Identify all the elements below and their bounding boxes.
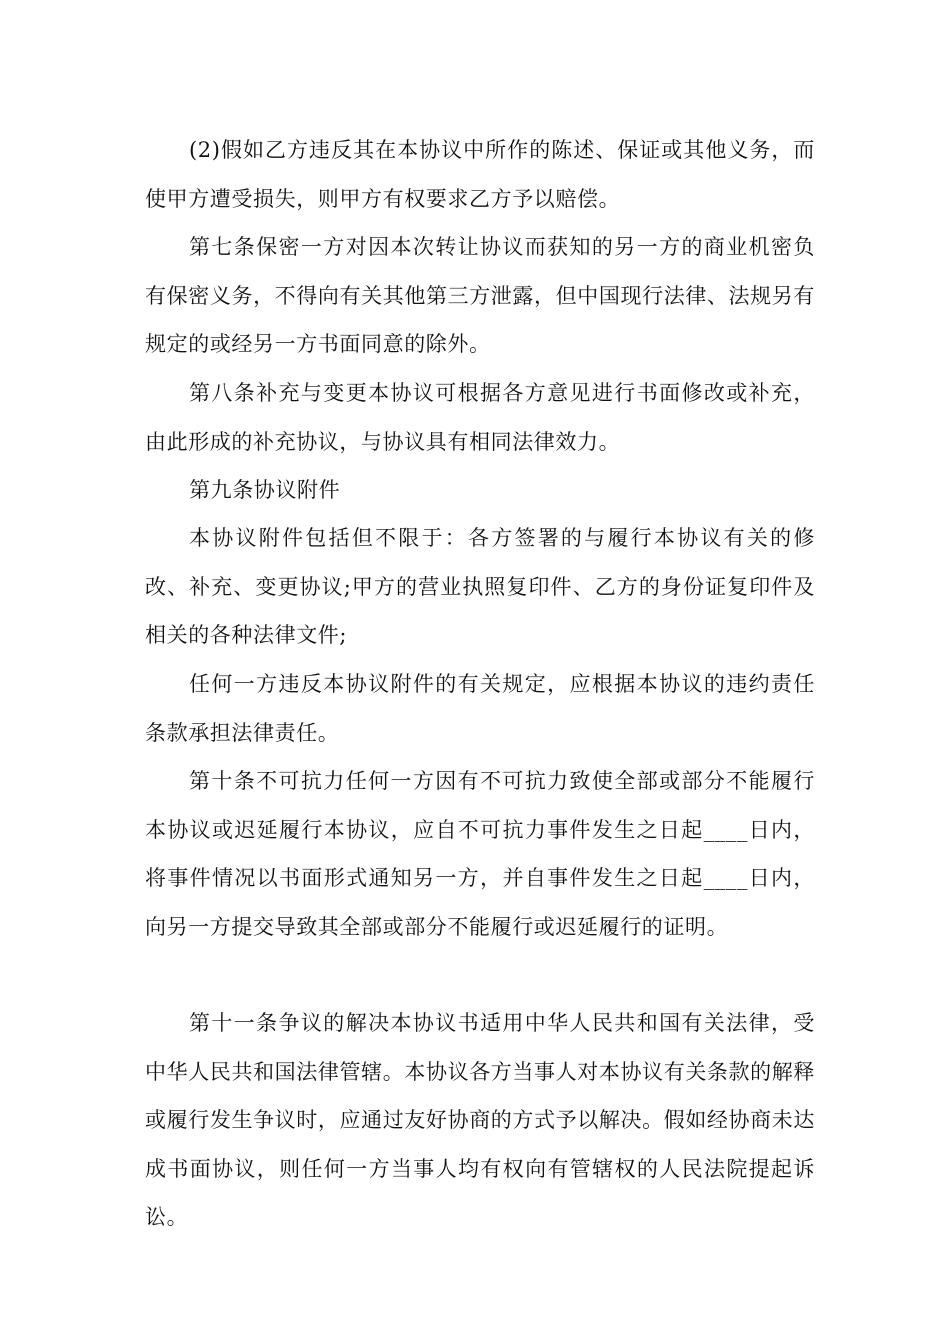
paragraph-article-11-dispute: 第十一条争议的解决本协议书适用中华人民共和国有关法律，受中华人民共和国法律管辖。本协议各方当事人对本协议有关条款的解释或履行发生争议时，应通过友好协商的方式予以解决。假如经协商未达成书面协议，则任何一方当事人均有权向有管辖权的人民法院提起诉讼。 [145,1011,815,1229]
paragraph-article-8-amendment: 第八条补充与变更本协议可根据各方意见进行书面修改或补充，由此形成的补充协议，与协议具有相同法律效力。 [145,381,815,454]
paragraph-article-7-confidentiality: 第七条保密一方对因本次转让协议而获知的另一方的商业机密负有保密义务，不得向有关其他第三方泄露，但中国现行法律、法规另有规定的或经另一方书面同意的除外。 [145,235,815,356]
paragraph-article-9-attachments: 本协议附件包括但不限于：各方签署的与履行本协议有关的修改、补充、变更协议;甲方的营业执照复印件、乙方的身份证复印件及相关的各种法律文件; [145,526,815,647]
paragraph-attachment-breach: 任何一方违反本协议附件的有关规定，应根据本协议的违约责任条款承担法律责任。 [145,672,815,745]
paragraph-compensation-clause: (2)假如乙方违反其在本协议中所作的陈述、保证或其他义务，而使甲方遭受损失，则甲方有权要求乙方予以赔偿。 [145,138,815,211]
paragraph-article-10-force-majeure: 第十条不可抗力任何一方因有不可抗力致使全部或部分不能履行本协议或迟延履行本协议，应自不可抗力事件发生之日起____日内，将事件情况以书面形式通知另一方，并自事件发生之日起____日内，向另一方提交导致其全部或部分不能履行或迟延履行的证明。 [145,769,815,939]
paragraph-article-9-title: 第九条协议附件 [189,478,341,502]
